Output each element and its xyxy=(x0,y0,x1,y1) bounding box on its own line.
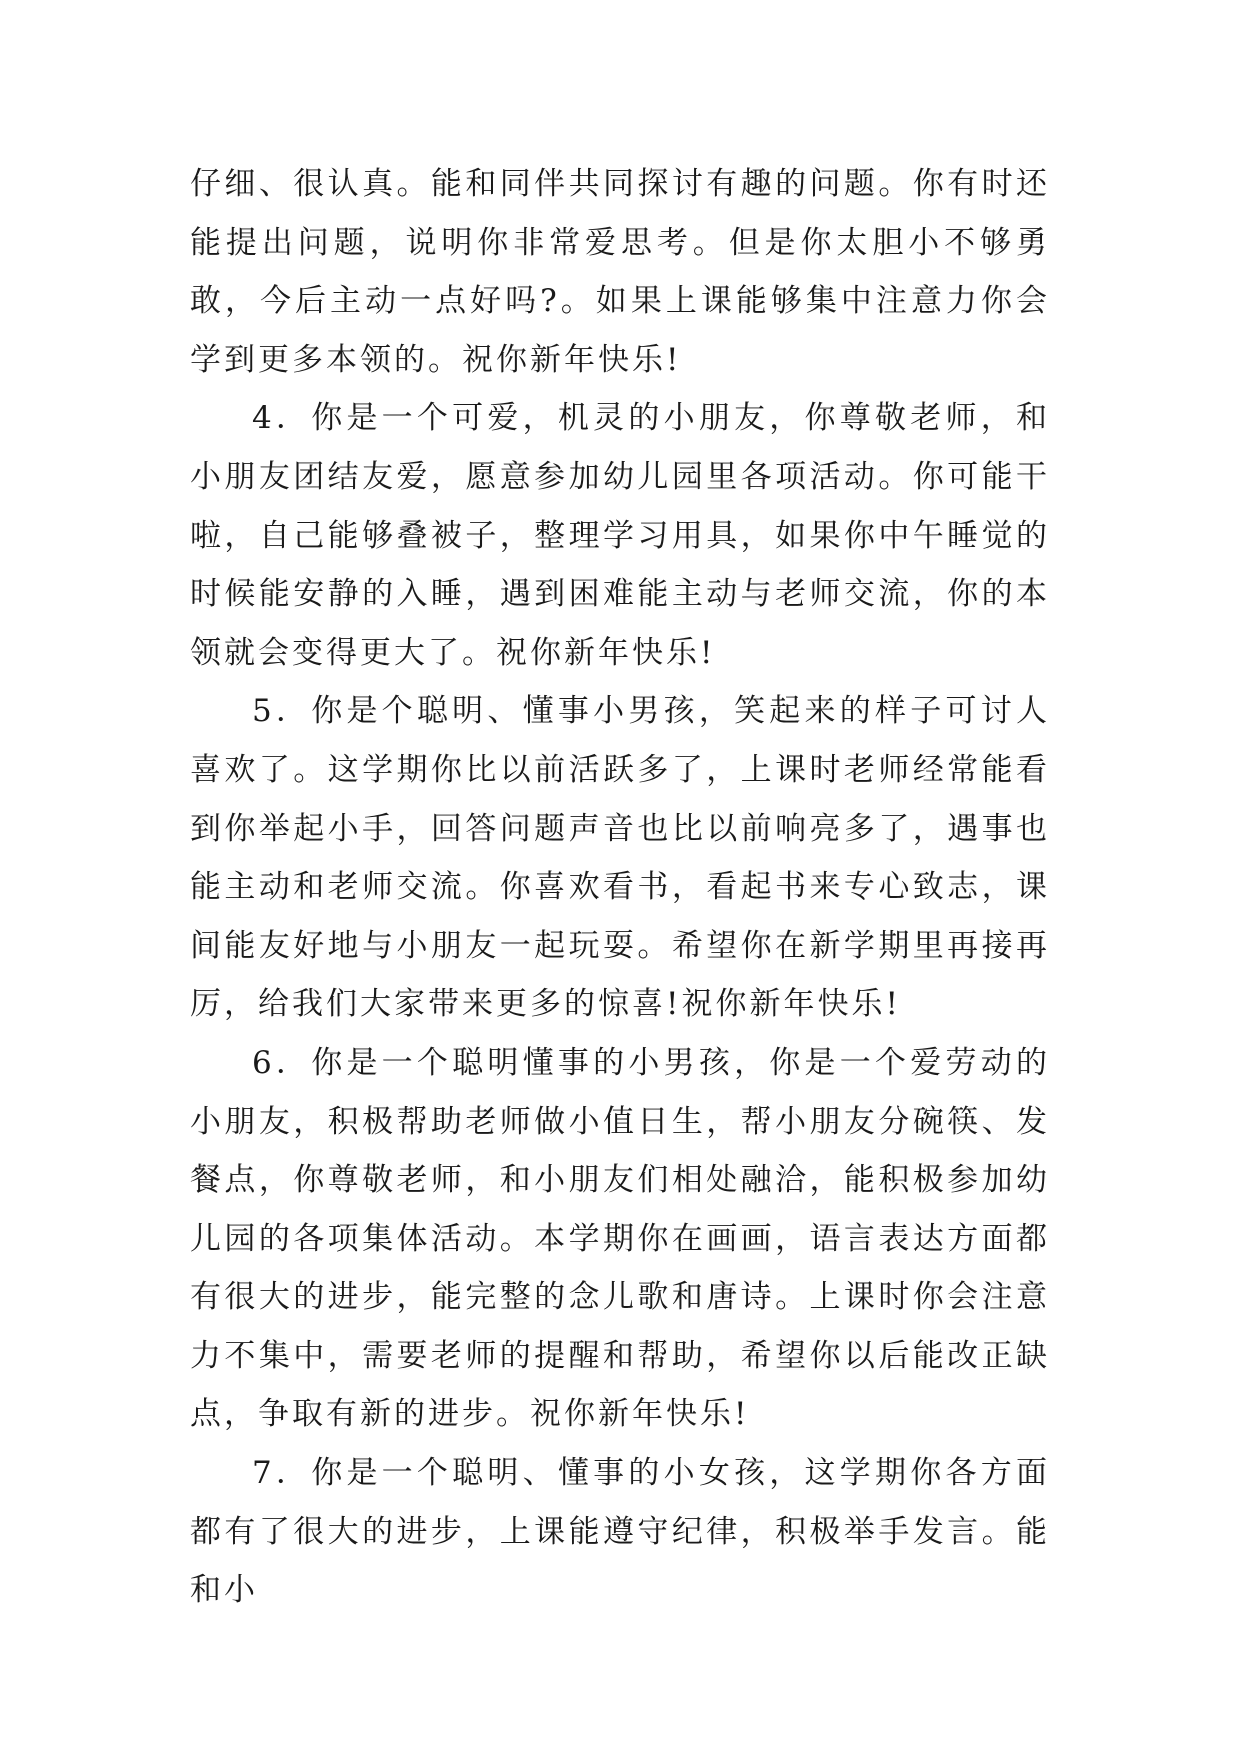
paragraph-comment-6: 6．你是一个聪明懂事的小男孩，你是一个爱劳动的小朋友，积极帮助老师做小值日生，帮小朋友分碗筷、发餐点，你尊敬老师，和小朋友们相处融洽，能积极参加幼儿园的各项集体活动。本学期你在画画，语言表达方面都有很大的进步，能完整的念儿歌和唐诗。上课时你会注意力不集中，需要老师的提醒和帮助，希望你以后能改正缺点，争取有新的进步。祝你新年快乐! xyxy=(190,1044,1050,1433)
paragraph-continued: 仔细、很认真。能和同伴共同探讨有趣的问题。你有时还能提出问题，说明你非常爱思考。但是你太胆小不够勇敢，今后主动一点好吗?。如果上课能够集中注意力你会学到更多本领的。祝你新年快乐! xyxy=(190,166,1050,378)
paragraph-comment-4: 4．你是一个可爱，机灵的小朋友，你尊敬老师，和小朋友团结友爱，愿意参加幼儿园里各项活动。你可能干啦，自己能够叠被子，整理学习用具，如果你中午睡觉的时候能安静的入睡，遇到困难能主动与老师交流，你的本领就会变得更大了。祝你新年快乐! xyxy=(190,400,1050,671)
paragraph-comment-5: 5．你是个聪明、懂事小男孩，笑起来的样子可讨人喜欢了。这学期你比以前活跃多了，上课时老师经常能看到你举起小手，回答问题声音也比以前响亮多了，遇事也能主动和老师交流。你喜欢看书，看起书来专心致志，课间能友好地与小朋友一起玩耍。希望你在新学期里再接再厉，给我们大家带来更多的惊喜!祝你新年快乐! xyxy=(190,693,1050,1023)
paragraph-comment-7: 7．你是一个聪明、懂事的小女孩，这学期你各方面都有了很大的进步，上课能遵守纪律，积极举手发言。能和小 xyxy=(190,1455,1050,1609)
document-page xyxy=(190,155,1050,1620)
